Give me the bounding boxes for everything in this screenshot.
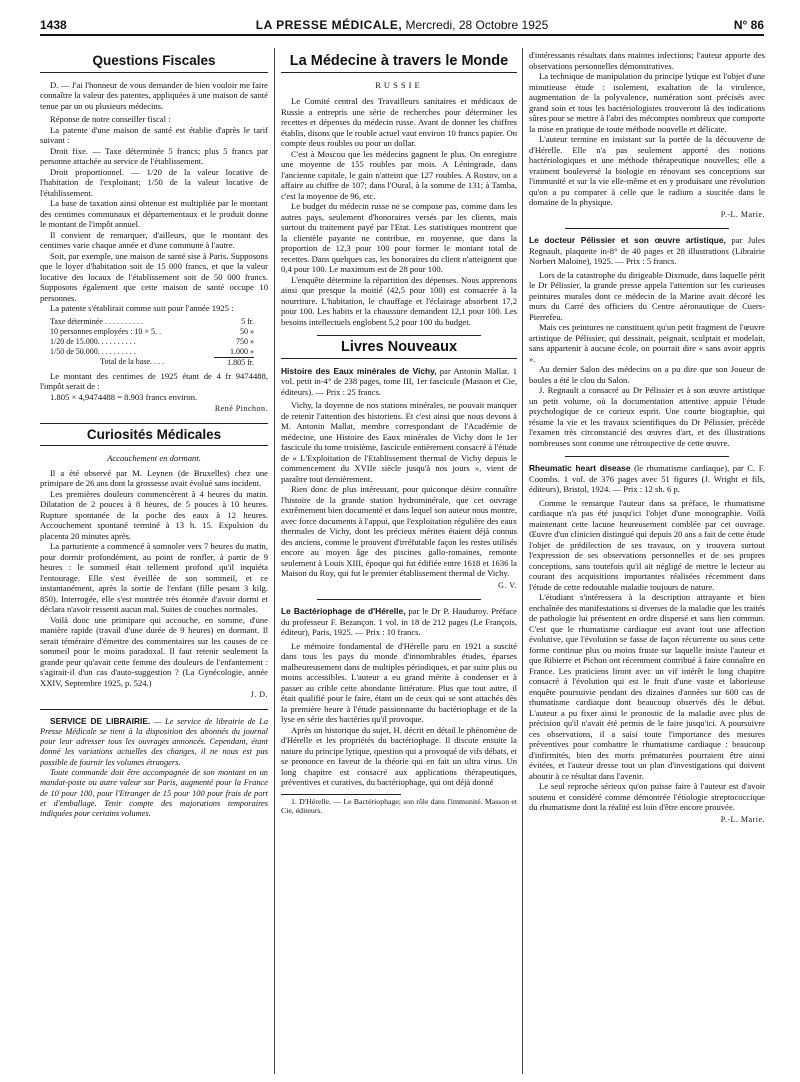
paragraph: Le seul reproche sérieux qu'on puisse faire à l'auteur est d'avoir soutenu et considéré comme démontrée l'étiologie streptococcique du rhumatisme dont la réalité est loin d'être encore prouvée. bbox=[529, 781, 765, 812]
book-title: Histoire des Eaux minérales de Vichy, bbox=[281, 365, 437, 376]
paragraph: Le budget du médecin russe ne se compose pas, comme dans les autres pays, seulement d'honoraires versés par les clients, mais surtout du traitement payé par l'Etat. Les statistiques montrent que la clientèle payante ne contribue, en moyenne, que dans la proportion de 12,3 pour 100 pour former le montant total de recettes. Dans quelques cas, les honoraires du client n'atteignent que 0,4 pour 100. Le maximum est de 28 pour 100. bbox=[281, 201, 517, 274]
tax-table bbox=[50, 317, 254, 368]
table-cell-label: 10 personnes employées : 10 × 5. . bbox=[50, 326, 161, 336]
masthead bbox=[40, 10, 764, 36]
question-text: D. — J'ai l'honneur de vous demander de bien vouloir me faire connaître la valeur des patentes, appliquées à une maison de santé tenue par un ou plusieurs médecins. bbox=[40, 79, 268, 111]
book-entry bbox=[281, 606, 517, 638]
paragraph: Le montant des centimes de 1925 étant de 4 fr 9474488, l'impôt serait de : bbox=[40, 370, 268, 391]
paragraph: L'étudiant s'intéressera à la description attrayante et bien enchaînée des manifestations si diverses de la maladie que les traités de pathologie lui présentent en ordre dispersé et sans lien commun. C'est que le rhumatisme cardiaque est avant tout une affection évolutive, que l'évolution se fasse de façon récurrente ou sous cette forme continue plus ou moins fruste sur laquelle insiste l'auteur et que Ribierre et Pichon ont récemment contribué à faire connaître en France. Les praticiens liront avec un vif intérêt le long chapitre consacré à l'évolution qui est le fruit d'une vaste et laborieuse enquête poursuivie pendant des dizaines d'années sur 600 cas de rhumatisme cardiaque dont beaucoup observés dès le début. L'auteur a pu fixer ainsi le pronostic de la maladie avec plus de précision qu'il n'avait été permis de le faire jusqu'ici. A poursuivre ces observations, il a saisi toute l'importance des mesures préventives pour combattre le rhumatisme cardiaque : beaucoup d'infirmités, bien des morts prématurées pourraient être ainsi évitées, et l'auteur dresse tout un plan d'investigations qui doivent aboutir à ce résultat dans l'avenir. bbox=[529, 592, 765, 781]
paragraph: Droit fixe. — Taxe déterminée 5 francs; plus 5 francs par personne attachée au service de l'établissement. bbox=[40, 145, 268, 166]
paragraph: L'enquête détermine la répartition des dépenses. Nous apprenons ainsi que presque la moitié (42,5 pour 100) est consacrée à la nourriture. L'habitation, le chauffage et l'éclairage absorbent 17,2 pour 100. Les habits et la chaussure demandent 12,1 pour 100. Les besoins intellectuels englobent 5,2 pour 100 du budget. bbox=[281, 274, 517, 327]
paragraph: La parturiente a commencé à somnoler vers 7 heures du matin, pour dormir profondément, au point de ronfler, à partir de 9 heures : le sommeil était tellement profond qu'il inquiéta l'entourage. Elle s'est éveillée de son sommeil, et ce instantanément, après la sortie de l'enfant (fille pesant 3 kilg. 850). Interrogée, elle s'est montrée très étonnée d'avoir dormi et déclara n'avoir ressenti aucun mal. Suites de couches normales. bbox=[40, 541, 268, 614]
table-cell-value: 1.000 » bbox=[230, 346, 254, 356]
table-cell-value: 50 » bbox=[240, 326, 254, 336]
section-heading-livres: Livres Nouveaux bbox=[281, 342, 517, 359]
section-heading-medecine-monde: La Médecine à travers le Monde bbox=[281, 56, 517, 73]
paragraph: Après un historique du sujet, H. décrit en détail le phénomène de d'Hérelle et les propriétés du bactériophage. Il discute ensuite la nature du principe lytique, question qui a provoqué de vifs débats, et se prononce en faveur de la théorie qui en fait un ultra virus. Un long chapitre est consacré aux applications thérapeutiques, préventives et curatives, du bactériophage, qui ont déjà donné bbox=[281, 724, 517, 787]
paragraph: d'intéressants résultats dans maintes infections; l'auteur apporte des observations personnelles démonstratives. bbox=[529, 50, 765, 71]
table-row bbox=[50, 347, 254, 358]
journal-name: LA PRESSE MÉDICALE, bbox=[255, 18, 403, 32]
book-title: Le docteur Pélissier et son œuvre artistique, bbox=[529, 235, 726, 245]
book-reference: par Jules Regnault, plaquette in-8° de 40 pages et 28 illustrations (Librairie Norbert Maloine), 1925. — Prix : 5 francs. bbox=[529, 235, 765, 266]
section-divider bbox=[40, 709, 268, 710]
paragraph: Vichy, la doyenne de nos stations minérales, ne pouvait manquer de retenir l'attention des historiens. Et c'est ainsi que nous devons à M. Antonin Mallat, membre correspondant de l'Académie de médecine, une Histoire des Eaux minérales de Vichy dont le 1er fascicule du tome troisième, fascicule entièrement consacré à l'étude de « L'Exploitation de l'Etablissement thermal de Vichy depuis le commencement du XVIIe siècle jusqu'à nos jours », vient de paraître tout dernièrement. bbox=[281, 400, 517, 484]
paragraph: Lors de la catastrophe du dirigeable Dixmude, dans laquelle périt le Dr Pélissier, la grande presse appela l'attention sur les curieuses peintures murales dont ce médecin de la Marine avait décoré les murs du Carré des officiers du Centre aéronautique de Cuers-Pierrefeu. bbox=[529, 269, 765, 322]
section-heading-curiosites: Curiosités Médicales bbox=[40, 430, 268, 447]
review-signature: P.-L. Marie. bbox=[720, 814, 765, 824]
paragraph: La patente d'une maison de santé est établie d'après le tarif suivant : bbox=[40, 124, 268, 145]
calculation: 1.805 × 4,9474488 = 8.903 francs environ. bbox=[50, 391, 198, 402]
table-cell-label: Taxe déterminée . . . . . . . . . . bbox=[50, 316, 143, 326]
book-reference: par Antonin Mallat. 1 vol. petit in-4° de 238 pages, tome III, 1er fascicule (Masson et Cie, éditeurs). — Prix : 25 francs. bbox=[281, 365, 517, 397]
issue-date: Mercredi, 28 Octobre 1925 bbox=[405, 18, 549, 32]
paragraph: Le Comité central des Travailleurs sanitaires et médicaux de Russie a entrepris une série de recherches pour déterminer les recettes et dépenses du médecin russe. Avant de donner les chiffres établis, disons que le rouble actuel vaut environ 10 francs papier. On compte deux roubles ou pour un dollar. bbox=[281, 96, 517, 148]
paragraph: Rien donc de plus intéressant, pour quiconque désire connaître l'histoire de la grande station hydrominérale, que cet ouvrage extrêmement bien documenté et dans lequel son auteur nous montre, avec force documents à l'appui, que l'exploitation régulière des eaux thermales de Vichy, dont les précieux mérites étaient déjà connus des anciens, comme le prouvent d'irréfutable façon les restes utilisés encore au moyen âge des piscines gallo-romaines, remonte seulement à Louis XIII, époque qui fut édifiée entre 1618 et 1636 la Maison du Roy, qui fut le premier établissement thermal de Vichy. bbox=[281, 484, 517, 578]
paragraph: Voilà donc une primipare qui accouche, en somme, d'une manière rapide (travail d'une durée de 9 heures) en dormant. Il serait téméraire d'émettre des commentaires sur les causes de ce sommeil pour le moins paradoxal. Il faut retenir seulement la grande peur qu'avait cette femme des douleurs de l'enfantement : s'agirait-il d'un cas d'auto-suggestion ? (La Gynécologie, année XXIV, Septembre 1925, p. 524.) bbox=[40, 614, 268, 688]
paragraph: La base de taxation ainsi obtenue est multipliée par le montant des centimes communaux et départementaux et le produit donne le montant de l'impôt annuel. bbox=[40, 198, 268, 229]
librairie-notice bbox=[40, 716, 268, 820]
column-2 bbox=[281, 50, 517, 1076]
book-title: Le Bactériophage de d'Hérelle, bbox=[281, 606, 406, 616]
paragraph: Au dernier Salon des médecins on a pu dire que son Joueur de boules a été le clou du Salon. bbox=[529, 364, 765, 385]
paragraph: Il convient de remarquer, d'ailleurs, que le montant des centimes varie chaque année et d'une commune à l'autre. bbox=[40, 229, 268, 250]
book-title: Rheumatic heart disease bbox=[529, 463, 631, 473]
section-divider bbox=[565, 456, 729, 457]
table-row bbox=[50, 337, 254, 347]
paragraph: C'est à Moscou que les médecins gagnent le plus. On enregistre une moyenne de 155 roubles par mois. A Léningrade, dans l'ancienne capitale, le gain n'atteint que 127 roubles. A Rostov, on a affaire au chiffre de 107; dans l'Oural, à la somme de 131; à Tamba, c'est la moyenne de 96, etc. bbox=[281, 148, 517, 201]
book-reference: (le rhumatisme cardiaque), par C. F. Coombs. 1 vol. de 376 pages avec 51 figures (J. Wright et fils, éditeurs), Bristol, 1924. — Prix : 12 sh. 6 p. bbox=[529, 463, 765, 494]
paragraph: Les premières douleurs commencèrent à 4 heures du matin. Dilatation de 2 pouces à 8 heures, de 5 pouces à 10 heures. Rupture spontanée de la poche des eaux à 12 heures. Accouchement spontané terminé à 13 h. 15. Expulsion du placenta 20 minutes après. bbox=[40, 488, 268, 541]
review-signature: P.-L. Marie. bbox=[720, 209, 765, 219]
table-cell-label: 1/50 de 50.000. . . . . . . . . . bbox=[50, 346, 136, 356]
article-subtitle: Accouchement en dormant. bbox=[107, 453, 201, 463]
paragraph: Il a été observé par M. Leynen (de Bruxelles) chez une primipare de 26 ans dont la grossesse avait évolué sans incident. bbox=[40, 467, 268, 488]
paragraph: Comme le remarque l'auteur dans sa préface, le rhumatisme cardiaque n'a pas été jusqu'ici l'objet d'une monographie. Voilà maintenant cette lacune heureusement comblée par cet ouvrage. Œuvre d'un clinicien distingué qui depuis 20 ans a fait de cette étude l'objet de prédilection de ses travaux, on y trouvera surtout l'expression de ses observations personnelles et de ses propres conceptions, sans toutefois qu'il ait négligé de mettre le lecteur au courant des acquisitions importantes réalisées récemment dans l'étude de cette redoutable maladie toujours de nature. bbox=[529, 497, 765, 592]
librairie-text: — Le service de librairie de La Presse Médicale se tient à la disposition des abonnés du journal pour leur adresser tous les ouvrages annoncés. Cependant, étant donné les variations actuelles des changes, il ne nous est pas possible de fournir les volumes étrangers. bbox=[40, 716, 268, 767]
section-divider bbox=[565, 228, 729, 229]
table-cell-label: 1/20 de 15.000. . . . . . . . . . bbox=[50, 336, 136, 346]
section-divider bbox=[317, 335, 481, 336]
librairie-text-2: Toute commande doit être accompagnée de son montant en un mandat-poste ou autre valeur sur Paris, augmenté pour la France de 10 pour 100, pour l'Etranger de 15 pour 100 pour frais de port et d'emballage. Tenir compte des majorations temporaires indiquées pour certains volumes. bbox=[40, 767, 268, 819]
paragraph: Soit, par exemple, une maison de santé sise à Paris. Supposons que le loyer d'habitation soit de 15 000 francs, et que la valeur locative des locaux de l'établissement soit de 50 000 francs. Supposons également que cette maison de santé occupe 10 personnes. bbox=[40, 250, 268, 303]
paragraph: Mais ces peintures ne constituent qu'un petit fragment de l'œuvre artistique de Pélissier, qui dessinait, peignait, sculptait et modelait, sans appartenir à aucune école, on pourrait dire « sans avoir appris ». bbox=[529, 322, 765, 364]
paragraph: La technique de manipulation du principe lytique est l'objet d'une minutieuse étude : isolement, exaltation de la virulence, augmentation de la polyvalence, numération sont précisés avec grand soin et tous les bactériologistes trouveront là des indications sûres pour se mettre à l'abri des mécomptes nombreux que comporte la mise en pratique de toute méthode nouvelle et délicate. bbox=[529, 71, 765, 134]
column-3 bbox=[529, 50, 765, 1076]
table-total-row bbox=[50, 357, 254, 368]
total-label: Total de la base. . . . bbox=[100, 357, 165, 367]
masthead-title bbox=[110, 18, 694, 32]
paragraph: J. Regnault a consacré au Dr Pélissier et à son œuvre artistique un petit volume, où la documentation attentive appuie l'étude psychologique de ce curieux esprit. Une courte biographie, qui résume la vie et les travaux scientifiques du Dr Pélissier, précède l'examen très circonstancié des œuvres d'art, et des illustrations nombreuses sont comme une rétrospective de cette œuvre. bbox=[529, 385, 765, 448]
table-cell-value: 750 » bbox=[236, 336, 254, 346]
paragraph: L'auteur termine en insistant sur la portée de la découverte de d'Hérelle. Elle n'a pas seulement apporté des notions bactériologiques et une méthode thérapeutique nouvelles; elle a vraiment bouleversé la biologie en rénovant ses conceptions sur l'immunité et sur la vie elle-même et en y produisant une révolution qu'on a pu comparer à celle que le radium a suscitée dans le domaine de la physique. bbox=[529, 134, 765, 207]
book-entry bbox=[529, 235, 765, 267]
column-rule bbox=[274, 48, 275, 1074]
review-signature: G. V. bbox=[498, 580, 517, 590]
reply-intro: Réponse de notre conseiller fiscal : bbox=[50, 114, 171, 124]
paragraph: La patente s'établirait comme suit pour l'année 1925 : bbox=[50, 303, 234, 313]
column-1 bbox=[40, 50, 268, 1076]
page-number: 1438 bbox=[40, 18, 67, 32]
column-rule bbox=[522, 48, 523, 1074]
table-cell-value: 5 fr. bbox=[241, 316, 254, 326]
table-row bbox=[50, 327, 254, 337]
paragraph: Droit proportionnel. — 1/20 de la valeur locative de l'habitation de l'exploitant; 1/50 de la valeur locative de l'établissement. bbox=[40, 166, 268, 198]
section-divider bbox=[317, 599, 481, 600]
book-entry bbox=[281, 366, 517, 398]
paragraph: Le mémoire fondamental de d'Hérelle paru en 1921 a suscité dans tous les pays du monde d'innombrables études, éparses malheureusement dans de multiples périodiques, et par suite plus ou moins accessibles. L'auteur a eu grand mérite à condenser et à passer au crible cette abondante littérature. Plus que tout autre, il était qualifié pour le faire, étant un de ceux qui se sont attachés dès la première heure à l'étude passionnante du bactériophage et de la lyse en série des bactéries qu'il provoque. bbox=[281, 640, 517, 724]
author-signature: René Pinchon. bbox=[214, 404, 268, 413]
table-row bbox=[50, 317, 254, 327]
section-divider bbox=[40, 423, 268, 424]
librairie-lead: SERVICE DE LIBRAIRIE. bbox=[50, 715, 151, 726]
footnote: 1. D'Hérelle. — Le Bactériophage; son rôle dans l'immunité. Masson et Cie, éditeurs. bbox=[281, 796, 517, 815]
book-entry bbox=[529, 463, 765, 495]
total-value: 1.805 fr. bbox=[214, 357, 254, 368]
country-heading: RUSSIE bbox=[375, 79, 423, 90]
section-heading-questions-fiscales: Questions Fiscales bbox=[40, 56, 268, 73]
author-signature: J. D. bbox=[250, 690, 268, 699]
book-reference: par le Dr P. Hauduroy. Préface du professeur F. Bezançon. 1 vol. in 18 de 212 pages (Le François, éditeur), Paris, 1925. — Prix : 10 francs. bbox=[281, 606, 517, 637]
issue-number: N° 86 bbox=[733, 18, 764, 32]
